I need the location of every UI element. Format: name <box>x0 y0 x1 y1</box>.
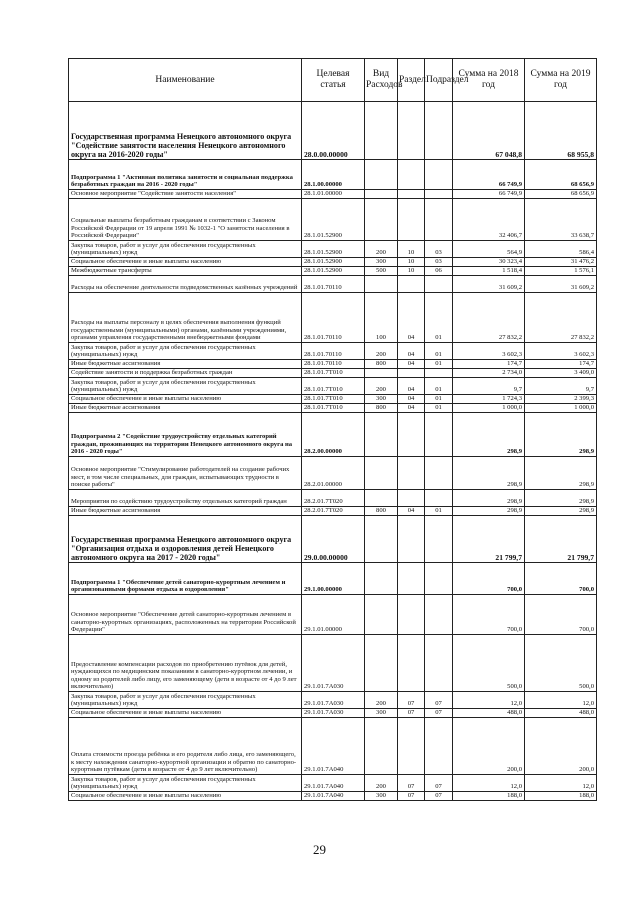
target-code-cell: 29.1.01.7А040 <box>302 718 365 775</box>
section-cell <box>398 199 425 241</box>
target-code-cell: 29.1.01.00000 <box>302 595 365 635</box>
target-code-cell: 28.1.01.00000 <box>302 190 365 199</box>
table-row <box>69 718 597 775</box>
section-cell <box>398 102 425 160</box>
subsection-cell: 03 <box>425 258 453 267</box>
section-cell: 04 <box>398 378 425 395</box>
expense-type-cell: 300 <box>365 395 398 404</box>
sum-2018-cell: 298,9 <box>453 490 525 507</box>
expense-type-cell <box>365 635 398 692</box>
section-cell: 04 <box>398 360 425 369</box>
expense-type-cell <box>365 516 398 563</box>
sum-2018-cell: 27 832,2 <box>453 293 525 343</box>
subsection-cell <box>425 563 453 595</box>
target-code-cell: 29.1.00.00000 <box>302 563 365 595</box>
expense-type-cell <box>365 595 398 635</box>
sum-2018-cell: 188,0 <box>453 792 525 801</box>
subsection-cell: 01 <box>425 404 453 413</box>
expense-type-cell <box>365 563 398 595</box>
sum-2018-cell: 174,7 <box>453 360 525 369</box>
target-code-cell: 28.1.01.70110 <box>302 360 365 369</box>
sum-2019-cell: 488,0 <box>525 709 597 718</box>
sum-2019-cell: 3 602,3 <box>525 343 597 360</box>
header-sum-2019: Сумма на 2019 год <box>525 59 597 102</box>
sum-2018-cell: 1 724,3 <box>453 395 525 404</box>
target-code-cell: 29.1.01.7А030 <box>302 692 365 709</box>
subsection-cell: 07 <box>425 792 453 801</box>
header-section: Раздел <box>398 59 425 102</box>
sum-2019-cell: 31 609,2 <box>525 276 597 293</box>
table-body <box>69 102 597 801</box>
row-name-cell: Закупка товаров, работ и услуг для обеспечения государственных (муниципальных) нужд <box>69 775 302 792</box>
header-subsection: Подраздел <box>425 59 453 102</box>
target-code-cell: 28.1.01.7Т010 <box>302 395 365 404</box>
subsection-cell <box>425 595 453 635</box>
target-code-cell: 28.1.01.7Т010 <box>302 369 365 378</box>
table-row <box>69 490 597 507</box>
sum-2018-cell: 2 734,0 <box>453 369 525 378</box>
expense-type-cell: 300 <box>365 258 398 267</box>
table-row <box>69 102 597 160</box>
section-cell: 10 <box>398 258 425 267</box>
row-name-cell: Государственная программа Ненецкого автономного округа "Организация отдыха и оздоровления детей Ненецкого автономного округа на 2017 - 2020 годы" <box>69 516 302 563</box>
sum-2018-cell: 31 609,2 <box>453 276 525 293</box>
subsection-cell <box>425 190 453 199</box>
target-code-cell: 28.1.01.7Т010 <box>302 378 365 395</box>
target-code-cell: 29.1.01.7А030 <box>302 709 365 718</box>
subsection-cell <box>425 516 453 563</box>
target-code-cell: 28.1.01.7Т010 <box>302 404 365 413</box>
sum-2018-cell: 298,9 <box>453 457 525 490</box>
section-cell <box>398 635 425 692</box>
row-name-cell: Содействие занятости и поддержка безработных граждан <box>69 369 302 378</box>
subsection-cell <box>425 199 453 241</box>
sum-2019-cell: 1 000,0 <box>525 404 597 413</box>
expense-type-cell <box>365 276 398 293</box>
target-code-cell: 29.1.01.7А040 <box>302 775 365 792</box>
subsection-cell: 07 <box>425 775 453 792</box>
table-row <box>69 516 597 563</box>
table-row <box>69 507 597 516</box>
row-name-cell: Социальное обеспечение и иные выплаты населению <box>69 792 302 801</box>
table-row <box>69 413 597 457</box>
section-cell <box>398 457 425 490</box>
subsection-cell: 01 <box>425 343 453 360</box>
sum-2018-cell: 298,9 <box>453 507 525 516</box>
table-row <box>69 395 597 404</box>
sum-2019-cell: 27 832,2 <box>525 293 597 343</box>
sum-2019-cell: 700,0 <box>525 563 597 595</box>
sum-2018-cell: 12,0 <box>453 692 525 709</box>
expense-type-cell <box>365 160 398 190</box>
expense-type-cell <box>365 718 398 775</box>
sum-2018-cell: 1 518,4 <box>453 267 525 276</box>
table-row <box>69 404 597 413</box>
table-row <box>69 360 597 369</box>
table-header-row <box>69 59 597 102</box>
sum-2018-cell: 500,0 <box>453 635 525 692</box>
row-name-cell: Иные бюджетные ассигнования <box>69 360 302 369</box>
sum-2018-cell: 488,0 <box>453 709 525 718</box>
target-code-cell: 28.2.01.00000 <box>302 457 365 490</box>
subsection-cell: 01 <box>425 360 453 369</box>
expense-type-cell <box>365 369 398 378</box>
target-code-cell: 28.1.01.52900 <box>302 267 365 276</box>
row-name-cell: Расходы на выплаты персоналу в целях обеспечения выполнения функций государственными (муниципальными) органами, казёнными учреждениями, органами управления государственными внебюджетными фондами <box>69 293 302 343</box>
sum-2019-cell: 298,9 <box>525 507 597 516</box>
section-cell <box>398 490 425 507</box>
row-name-cell: Подпрограмма 2 "Содействие трудоустройству отдельных категорий граждан, проживающих на территории Ненецкого автономного округа на 2016 - 2020 годы" <box>69 413 302 457</box>
subsection-cell <box>425 160 453 190</box>
target-code-cell: 29.1.01.7А030 <box>302 635 365 692</box>
row-name-cell: Расходы на обеспечение деятельности подведомственных казённых учреждений <box>69 276 302 293</box>
sum-2019-cell: 200,0 <box>525 718 597 775</box>
table-row <box>69 792 597 801</box>
target-code-cell: 28.2.01.7Т020 <box>302 507 365 516</box>
sum-2018-cell: 9,7 <box>453 378 525 395</box>
table-row <box>69 276 597 293</box>
row-name-cell: Государственная программа Ненецкого автономного округа "Содействие занятости населения Ненецкого автономного округа на 2016-2020 годы" <box>69 102 302 160</box>
section-cell: 07 <box>398 709 425 718</box>
sum-2019-cell: 68 656,9 <box>525 160 597 190</box>
table-row <box>69 563 597 595</box>
table-row <box>69 343 597 360</box>
sum-2018-cell: 1 000,0 <box>453 404 525 413</box>
table-row <box>69 378 597 395</box>
sum-2019-cell: 500,0 <box>525 635 597 692</box>
expense-type-cell: 300 <box>365 709 398 718</box>
expense-type-cell <box>365 102 398 160</box>
table-row <box>69 775 597 792</box>
row-name-cell: Закупка товаров, работ и услуг для обеспечения государственных (муниципальных) нужд <box>69 378 302 395</box>
subsection-cell: 01 <box>425 507 453 516</box>
row-name-cell: Иные бюджетные ассигнования <box>69 507 302 516</box>
row-name-cell: Подпрограмма 1 "Активная политика занятости и социальная поддержка безработных граждан на 2016 - 2020 годы" <box>69 160 302 190</box>
table-row <box>69 457 597 490</box>
target-code-cell: 28.0.00.00000 <box>302 102 365 160</box>
expense-type-cell <box>365 457 398 490</box>
expense-type-cell: 200 <box>365 378 398 395</box>
sum-2019-cell: 298,9 <box>525 490 597 507</box>
row-name-cell: Межбюджетные трансферты <box>69 267 302 276</box>
table-row <box>69 293 597 343</box>
sum-2019-cell: 2 399,3 <box>525 395 597 404</box>
sum-2019-cell: 12,0 <box>525 692 597 709</box>
sum-2018-cell: 3 602,3 <box>453 343 525 360</box>
expense-type-cell: 100 <box>365 293 398 343</box>
sum-2018-cell: 66 749,9 <box>453 190 525 199</box>
expense-type-cell: 200 <box>365 692 398 709</box>
target-code-cell: 28.1.01.70110 <box>302 276 365 293</box>
sum-2019-cell: 31 476,2 <box>525 258 597 267</box>
sum-2018-cell: 32 406,7 <box>453 199 525 241</box>
section-cell: 04 <box>398 395 425 404</box>
sum-2018-cell: 298,9 <box>453 413 525 457</box>
target-code-cell: 28.2.01.7Т020 <box>302 490 365 507</box>
subsection-cell: 01 <box>425 395 453 404</box>
expense-type-cell: 200 <box>365 241 398 258</box>
row-name-cell: Социальное обеспечение и иные выплаты населению <box>69 709 302 718</box>
section-cell <box>398 369 425 378</box>
sum-2018-cell: 700,0 <box>453 563 525 595</box>
target-code-cell: 29.1.01.7А040 <box>302 792 365 801</box>
target-code-cell: 28.1.01.70110 <box>302 343 365 360</box>
section-cell: 07 <box>398 775 425 792</box>
sum-2019-cell: 3 409,0 <box>525 369 597 378</box>
expense-type-cell: 800 <box>365 404 398 413</box>
sum-2019-cell: 174,7 <box>525 360 597 369</box>
subsection-cell: 06 <box>425 267 453 276</box>
target-code-cell: 28.1.01.52900 <box>302 199 365 241</box>
target-code-cell: 28.1.01.52900 <box>302 258 365 267</box>
table-row <box>69 267 597 276</box>
subsection-cell: 03 <box>425 241 453 258</box>
sum-2018-cell: 21 799,7 <box>453 516 525 563</box>
row-name-cell: Закупка товаров, работ и услуг для обеспечения государственных (муниципальных) нужд <box>69 692 302 709</box>
section-cell <box>398 563 425 595</box>
sum-2019-cell: 9,7 <box>525 378 597 395</box>
row-name-cell: Основное мероприятие "Содействие занятости населения" <box>69 190 302 199</box>
section-cell <box>398 595 425 635</box>
sum-2019-cell: 1 576,1 <box>525 267 597 276</box>
expense-type-cell: 500 <box>365 267 398 276</box>
sum-2019-cell: 586,4 <box>525 241 597 258</box>
row-name-cell: Закупка товаров, работ и услуг для обеспечения государственных (муниципальных) нужд <box>69 343 302 360</box>
sum-2019-cell: 188,0 <box>525 792 597 801</box>
sum-2019-cell: 21 799,7 <box>525 516 597 563</box>
expense-type-cell: 200 <box>365 343 398 360</box>
header-sum-2018: Сумма на 2018 год <box>453 59 525 102</box>
header-exp-type: Вид Расходов <box>365 59 398 102</box>
section-cell: 10 <box>398 267 425 276</box>
section-cell: 07 <box>398 792 425 801</box>
subsection-cell <box>425 457 453 490</box>
sum-2019-cell: 33 638,7 <box>525 199 597 241</box>
expense-type-cell <box>365 413 398 457</box>
section-cell: 04 <box>398 293 425 343</box>
subsection-cell <box>425 718 453 775</box>
target-code-cell: 28.1.01.52900 <box>302 241 365 258</box>
row-name-cell: Социальное обеспечение и иные выплаты населению <box>69 395 302 404</box>
target-code-cell: 28.2.00.00000 <box>302 413 365 457</box>
table-row <box>69 258 597 267</box>
sum-2019-cell: 700,0 <box>525 595 597 635</box>
subsection-cell: 07 <box>425 692 453 709</box>
sum-2018-cell: 700,0 <box>453 595 525 635</box>
target-code-cell: 29.0.00.00000 <box>302 516 365 563</box>
subsection-cell: 07 <box>425 709 453 718</box>
subsection-cell <box>425 102 453 160</box>
table-row <box>69 595 597 635</box>
section-cell <box>398 190 425 199</box>
section-cell <box>398 516 425 563</box>
sum-2019-cell: 298,9 <box>525 457 597 490</box>
page-number: 29 <box>313 842 326 857</box>
sum-2018-cell: 12,0 <box>453 775 525 792</box>
sum-2018-cell: 200,0 <box>453 718 525 775</box>
row-name-cell: Подпрограмма 1 "Обеспечение детей санаторно-курортным лечением и организованными формами отдыха и оздоровления" <box>69 563 302 595</box>
sum-2018-cell: 30 323,4 <box>453 258 525 267</box>
expense-type-cell: 200 <box>365 775 398 792</box>
subsection-cell <box>425 635 453 692</box>
sum-2019-cell: 68 955,8 <box>525 102 597 160</box>
table-row <box>69 709 597 718</box>
table-row <box>69 199 597 241</box>
table-row <box>69 635 597 692</box>
table-row <box>69 190 597 199</box>
target-code-cell: 28.1.01.70110 <box>302 293 365 343</box>
expense-type-cell <box>365 190 398 199</box>
header-name: Наименование <box>69 59 302 102</box>
expense-type-cell <box>365 490 398 507</box>
section-cell <box>398 276 425 293</box>
subsection-cell <box>425 369 453 378</box>
section-cell <box>398 413 425 457</box>
budget-table <box>68 58 597 801</box>
subsection-cell <box>425 276 453 293</box>
section-cell <box>398 718 425 775</box>
section-cell: 07 <box>398 692 425 709</box>
row-name-cell: Мероприятия по содействию трудоустройству отдельных категорий граждан <box>69 490 302 507</box>
row-name-cell: Закупка товаров, работ и услуг для обеспечения государственных (муниципальных) нужд <box>69 241 302 258</box>
expense-type-cell <box>365 199 398 241</box>
sum-2019-cell: 298,9 <box>525 413 597 457</box>
header-target: Целевая статья <box>302 59 365 102</box>
subsection-cell <box>425 490 453 507</box>
sum-2018-cell: 67 048,8 <box>453 102 525 160</box>
section-cell: 10 <box>398 241 425 258</box>
row-name-cell: Социальные выплаты безработным гражданам в соответствии с Законом Российской Федерации от 19 апреля 1991 № 1032-1 "О занятости населения в Российской Федерации" <box>69 199 302 241</box>
subsection-cell: 01 <box>425 378 453 395</box>
subsection-cell: 01 <box>425 293 453 343</box>
table-row <box>69 369 597 378</box>
table-row <box>69 160 597 190</box>
expense-type-cell: 800 <box>365 507 398 516</box>
row-name-cell: Основное мероприятие "Обеспечение детей санаторно-курортным лечением в санаторно-курортных организациях, расположенных на территории Российской Федерации" <box>69 595 302 635</box>
table-row <box>69 692 597 709</box>
row-name-cell: Оплата стоимости проезда ребёнка и его родителя либо лица, его заменяющего, к месту нахождения санаторно-курортной организации и обратно по санаторно-курортным путёвкам (дети в возрасте от 4 до 9 лет включительно) <box>69 718 302 775</box>
sum-2019-cell: 68 656,9 <box>525 190 597 199</box>
row-name-cell: Социальное обеспечение и иные выплаты населению <box>69 258 302 267</box>
section-cell: 04 <box>398 343 425 360</box>
row-name-cell: Предоставление компенсации расходов по приобретению путёвок для детей, нуждающихся по медицинским показаниям в санаторно-курортном лечении, и одному из родителей либо лицу, его заменяющему (дети в возрасте от 4 до 9 лет включительно) <box>69 635 302 692</box>
section-cell <box>398 160 425 190</box>
section-cell: 04 <box>398 507 425 516</box>
subsection-cell <box>425 413 453 457</box>
sum-2018-cell: 564,9 <box>453 241 525 258</box>
table-row <box>69 241 597 258</box>
expense-type-cell: 800 <box>365 360 398 369</box>
target-code-cell: 28.1.00.00000 <box>302 160 365 190</box>
sum-2019-cell: 12,0 <box>525 775 597 792</box>
section-cell: 04 <box>398 404 425 413</box>
row-name-cell: Основное мероприятие "Стимулирование работодателей на создание рабочих мест, в том числе специальных, для граждан, испытывающих трудности в поиске работы" <box>69 457 302 490</box>
expense-type-cell: 300 <box>365 792 398 801</box>
sum-2018-cell: 66 749,9 <box>453 160 525 190</box>
row-name-cell: Иные бюджетные ассигнования <box>69 404 302 413</box>
